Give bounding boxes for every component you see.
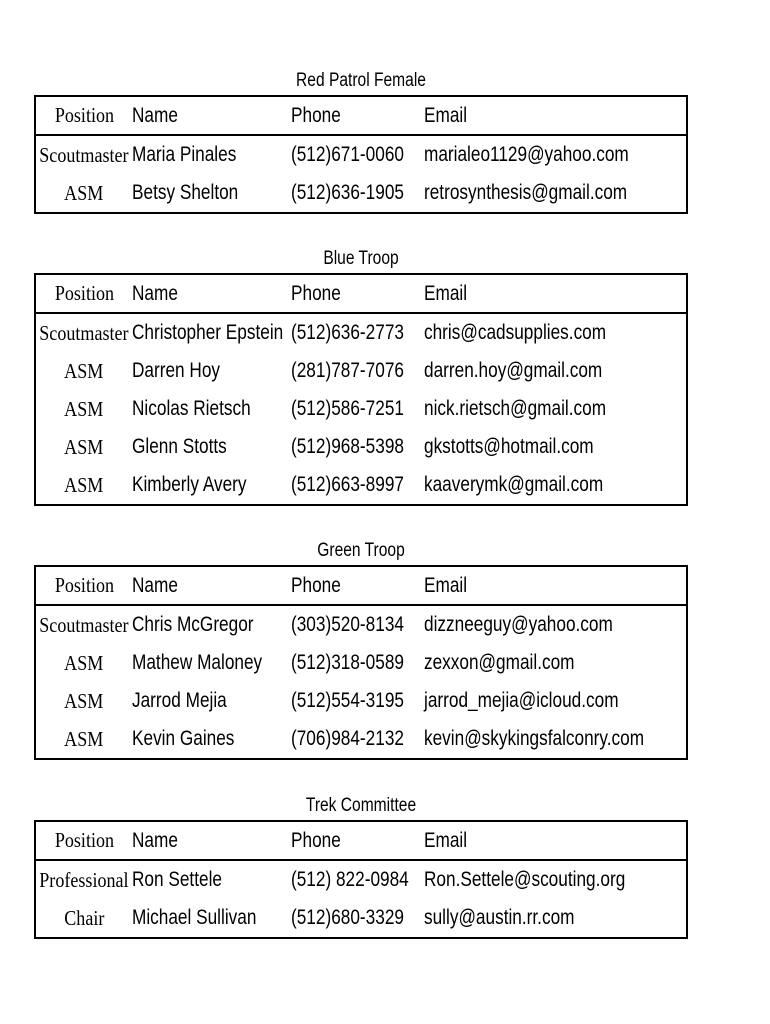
header-phone: Phone bbox=[291, 573, 341, 597]
header-phone: Phone bbox=[291, 281, 341, 305]
email-cell: nick.rietsch@gmail.com bbox=[424, 397, 607, 420]
header-name: Name bbox=[132, 573, 178, 597]
header-position: Position bbox=[54, 828, 114, 852]
name-cell: Mathew Maloney bbox=[132, 651, 263, 674]
table-row bbox=[36, 314, 686, 352]
table-row bbox=[36, 644, 686, 682]
position-cell: Chair bbox=[63, 905, 105, 930]
position-cell: ASM bbox=[64, 434, 104, 459]
name-cell: Michael Sullivan bbox=[132, 906, 257, 929]
contact-table bbox=[34, 565, 688, 760]
section-title: Blue Troop bbox=[323, 248, 399, 269]
phone-cell: (512)636-2773 bbox=[291, 321, 404, 344]
table-row bbox=[36, 466, 686, 504]
phone-cell: (512)680-3329 bbox=[291, 906, 404, 929]
phone-cell: (281)787-7076 bbox=[291, 359, 404, 382]
position-cell: Professional bbox=[39, 867, 129, 892]
table-row bbox=[36, 390, 686, 428]
name-cell: Nicolas Rietsch bbox=[132, 397, 251, 420]
email-cell: dizzneeguy@yahoo.com bbox=[424, 613, 613, 636]
header-position: Position bbox=[54, 103, 114, 127]
header-phone: Phone bbox=[291, 103, 341, 127]
email-cell: gkstotts@hotmail.com bbox=[424, 435, 594, 458]
position-cell: Scoutmaster bbox=[39, 320, 129, 345]
header-name: Name bbox=[132, 281, 178, 305]
email-cell: sully@austin.rr.com bbox=[424, 906, 575, 929]
contact-table bbox=[34, 820, 688, 939]
table-row bbox=[36, 136, 686, 174]
email-cell: retrosynthesis@gmail.com bbox=[424, 181, 628, 204]
position-cell: Scoutmaster bbox=[39, 612, 129, 637]
email-cell: marialeo1129@yahoo.com bbox=[424, 143, 629, 166]
contact-table bbox=[34, 273, 688, 506]
table-header-row bbox=[36, 275, 686, 314]
header-name: Name bbox=[132, 103, 178, 127]
table-row bbox=[36, 428, 686, 466]
table-row bbox=[36, 174, 686, 212]
table-row bbox=[36, 861, 686, 899]
email-cell: Ron.Settele@scouting.org bbox=[424, 868, 626, 891]
section-title: Green Troop bbox=[317, 540, 405, 561]
phone-cell: (303)520-8134 bbox=[291, 613, 404, 636]
name-cell: Kimberly Avery bbox=[132, 473, 247, 496]
phone-cell: (512) 822-0984 bbox=[291, 868, 409, 891]
table-header-row bbox=[36, 97, 686, 136]
table-header-row bbox=[36, 567, 686, 606]
header-phone: Phone bbox=[291, 828, 341, 852]
phone-cell: (706)984-2132 bbox=[291, 727, 404, 750]
position-cell: ASM bbox=[64, 472, 104, 497]
table-row bbox=[36, 682, 686, 720]
position-cell: ASM bbox=[64, 688, 104, 713]
header-email: Email bbox=[424, 573, 468, 597]
email-cell: kevin@skykingsfalconry.com bbox=[424, 727, 645, 750]
name-cell: Jarrod Mejia bbox=[132, 689, 227, 712]
section-title: Trek Committee bbox=[305, 795, 417, 816]
position-cell: Scoutmaster bbox=[39, 142, 129, 167]
email-cell: kaaverymk@gmail.com bbox=[424, 473, 604, 496]
name-cell: Chris McGregor bbox=[132, 613, 254, 636]
table-row bbox=[36, 720, 686, 758]
name-cell: Kevin Gaines bbox=[132, 727, 235, 750]
position-cell: ASM bbox=[64, 396, 104, 421]
name-cell: Christopher Epstein bbox=[132, 321, 284, 344]
name-cell: Maria Pinales bbox=[132, 143, 237, 166]
section-title: Red Patrol Female bbox=[296, 70, 426, 91]
email-cell: jarrod_mejia@icloud.com bbox=[424, 689, 619, 712]
header-email: Email bbox=[424, 281, 468, 305]
position-cell: ASM bbox=[64, 180, 104, 205]
phone-cell: (512)318-0589 bbox=[291, 651, 404, 674]
header-name: Name bbox=[132, 828, 178, 852]
position-cell: ASM bbox=[64, 726, 104, 751]
email-cell: zexxon@gmail.com bbox=[424, 651, 575, 674]
phone-cell: (512)968-5398 bbox=[291, 435, 404, 458]
table-header-row bbox=[36, 822, 686, 861]
position-cell: ASM bbox=[64, 650, 104, 675]
phone-cell: (512)636-1905 bbox=[291, 181, 404, 204]
name-cell: Ron Settele bbox=[132, 868, 222, 891]
header-position: Position bbox=[54, 281, 114, 305]
header-email: Email bbox=[424, 103, 468, 127]
phone-cell: (512)554-3195 bbox=[291, 689, 404, 712]
phone-cell: (512)586-7251 bbox=[291, 397, 404, 420]
position-cell: ASM bbox=[64, 358, 104, 383]
email-cell: darren.hoy@gmail.com bbox=[424, 359, 603, 382]
phone-cell: (512)671-0060 bbox=[291, 143, 404, 166]
email-cell: chris@cadsupplies.com bbox=[424, 321, 607, 344]
table-row bbox=[36, 606, 686, 644]
header-email: Email bbox=[424, 828, 468, 852]
table-row bbox=[36, 899, 686, 937]
phone-cell: (512)663-8997 bbox=[291, 473, 404, 496]
name-cell: Betsy Shelton bbox=[132, 181, 239, 204]
name-cell: Glenn Stotts bbox=[132, 435, 227, 458]
name-cell: Darren Hoy bbox=[132, 359, 221, 382]
table-row bbox=[36, 352, 686, 390]
contact-table bbox=[34, 95, 688, 214]
header-position: Position bbox=[54, 573, 114, 597]
